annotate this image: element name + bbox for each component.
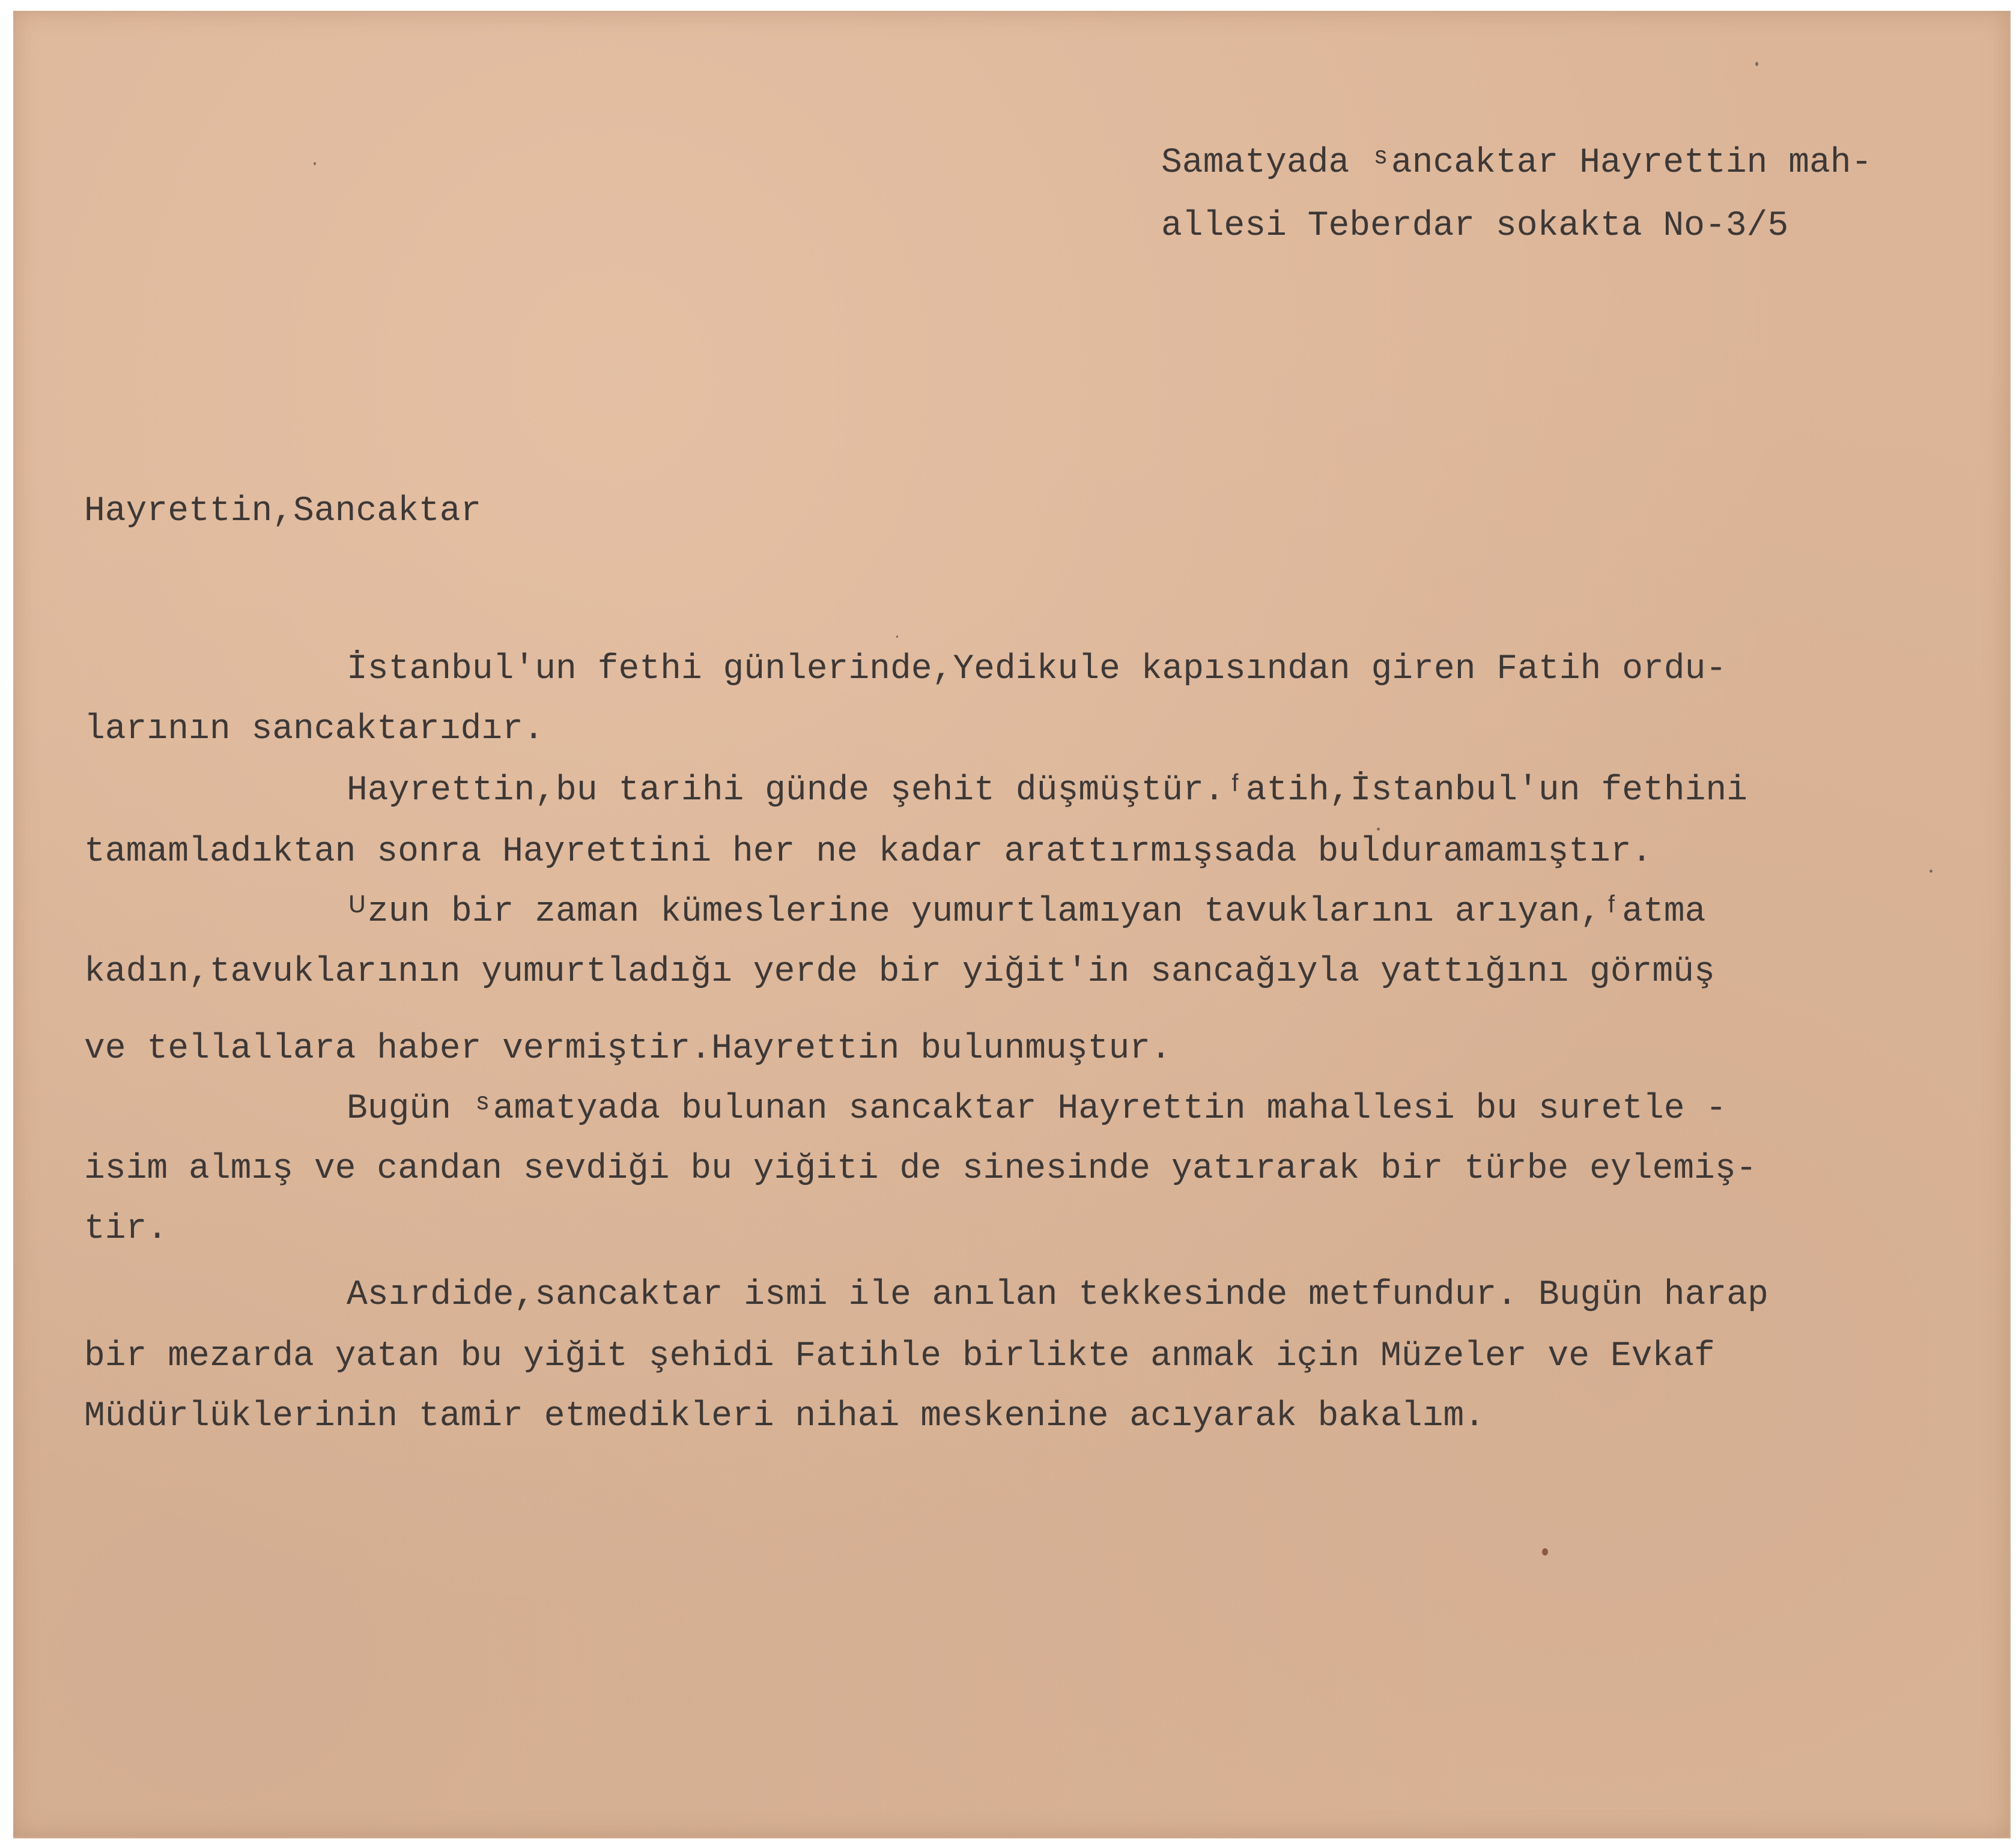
paper-speck — [1377, 828, 1380, 831]
paper-speck — [1929, 870, 1933, 873]
body-line: Asırdide,sancaktar ismi ile anılan tekkesinde metfundur. Bugün harap — [347, 1276, 1769, 1315]
paper-speck — [896, 635, 898, 638]
typewritten-letter-page — [13, 11, 2011, 1838]
paper-speck — [1755, 62, 1758, 66]
address-line-2: allesi Teberdar sokakta No-3/5 — [1161, 207, 1789, 246]
paper-speck — [314, 162, 316, 165]
letter-heading: Hayrettin,Sancaktar — [84, 492, 482, 531]
body-line: Müdürlüklerinin tamir etmedikleri nihai meskenine acıyarak bakalım. — [84, 1397, 1485, 1436]
body-line: tir. — [84, 1210, 168, 1249]
body-line: ᵁzun bir zaman kümeslerine yumurtlamıyan tavuklarını arıyan,ᶠatma — [347, 892, 1706, 932]
address-line-1: Samatyada ˢancaktar Hayrettin mah- — [1161, 144, 1872, 183]
body-line: larının sancaktarıdır. — [84, 710, 544, 749]
body-line: Hayrettin,bu tarihi günde şehit düşmüştür.ᶠatih,İstanbul'un fethini — [347, 771, 1747, 810]
body-line: kadın,tavuklarının yumurtladığı yerde bir yiğit'in sancağıyla yattığını görmüş — [84, 953, 1715, 992]
body-line: Bugün ˢamatyada bulunan sancaktar Hayrettin mahallesi bu suretle - — [347, 1089, 1727, 1128]
body-line: isim almış ve candan sevdiği bu yiğiti de sinesinde yatırarak bir türbe eylemiş- — [84, 1150, 1757, 1189]
body-line: İstanbul'un fethi günlerinde,Yedikule kapısından giren Fatih ordu- — [347, 650, 1727, 689]
body-line: tamamladıktan sonra Hayrettini her ne kadar arattırmışsada bulduramamıştır. — [84, 832, 1653, 871]
body-line: bir mezarda yatan bu yiğit şehidi Fatihle birlikte anmak için Müzeler ve Evkaf — [84, 1337, 1715, 1376]
paper-speck — [1542, 1548, 1548, 1556]
body-line: ve tellallara haber vermiştir.Hayrettin bulunmuştur. — [84, 1029, 1171, 1068]
